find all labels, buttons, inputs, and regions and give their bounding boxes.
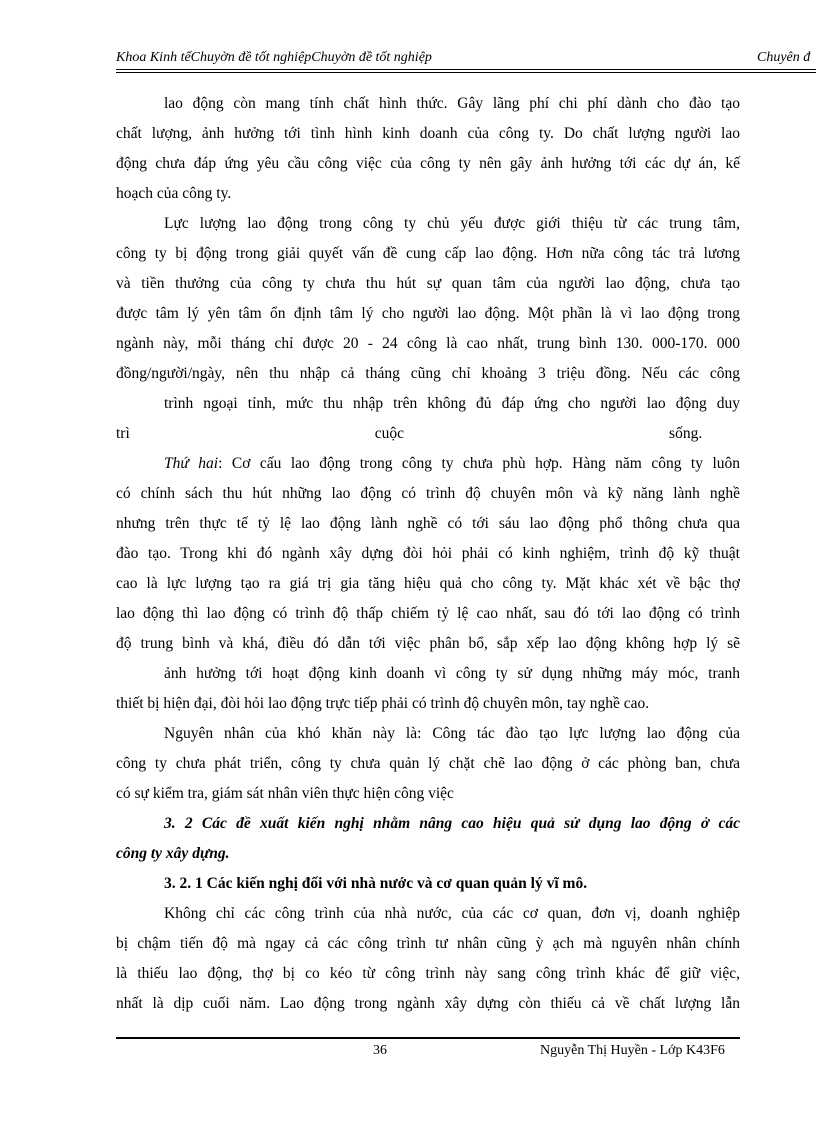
text-line: là thiếu lao động, thợ bị co kéo từ công trình này sang công trình khác để giữ việc, [116,965,740,982]
text-line: lao động còn mang tính chất hình thức. Gây lãng phí chi phí dành cho đào tạo [164,95,740,112]
text-line: được tâm lý yên tâm ổn định tâm lý cho người lao động. Một phần là vì lao động trong [116,305,740,322]
text-line: công ty chưa phát triển, công ty chưa quản lý chặt chẽ lao động ở các phòng ban, chưa [116,755,740,772]
text-line: Lực lượng lao động trong công ty chủ yếu được giới thiệu từ các trung tâm, [164,215,740,232]
text-line: Nguyên nhân của khó khăn này là: Công tác đào tạo lực lượng lao động của [164,725,740,742]
footer-divider [116,1037,740,1039]
text-line: Không chỉ các công trình của nhà nước, của các cơ quan, đơn vị, doanh nghiệp [164,905,740,922]
section-heading: công ty xây dựng. [116,845,230,862]
word-tri: trì [116,425,130,442]
text-line: thiết bị hiện đại, đòi hỏi lao động trực tiếp phải có trình độ chuyên môn, tay nghề cao. [116,695,650,712]
text-line: nhưng trên thực tế tỷ lệ lao động lành nghề có tới sáu lao động phổ thông chưa qua [116,515,740,532]
text-line: có chính sách thu hút những lao động có trình độ chuyên môn và kỹ năng lành nghề [116,485,740,502]
word-cuoc: cuộc [374,425,405,442]
text-line: độ trung bình và khá, điều đó dẫn tới việc phân bổ, sắp xếp lao động không hợp lý sẽ [116,635,740,652]
document-body [116,91,740,1021]
page-number: 36 [373,1043,387,1058]
text-line: nhất là dịp cuối năm. Lao động trong ngành xây dựng còn thiếu cả về chất lượng lẫn [116,995,740,1012]
header-divider [116,69,816,73]
text-line: ngành này, mỗi tháng chỉ được 20 - 24 công là cao nhất, trung bình 130. 000-170. 000 [116,335,740,352]
text-line: đồng/người/ngày, nên thu nhập cả tháng cũng chỉ khoảng 3 triệu đồng. Nếu các công [116,365,740,382]
text-line [116,421,740,451]
text-line: trình ngoại tỉnh, mức thu nhập trên không đủ đáp ứng cho người lao động duy [164,395,740,412]
text-line: lao động thì lao động có trình độ thấp chiếm tỷ lệ cao nhất, sau đó tới lao động có trình [116,605,740,622]
text-line: có sự kiểm tra, giám sát nhân viên thực hiện công việc [116,785,454,802]
text-line: động chưa đáp ứng yêu cầu công việc của công ty nên gây ảnh hưởng tới các dự án, kế [116,155,740,172]
header-title-right: Chuyên đ [757,50,811,65]
word-song: sống. [669,425,703,442]
text-line: cao là lực lượng tạo ra giá trị gia tăng hiệu quả cho công ty. Mặt khác xét về bậc thợ [116,575,740,592]
thu-hai-label: Thứ hai [164,455,219,472]
text-line: bị chậm tiến độ mà ngay cả các công trình tư nhân cũng ỳ ạch mà nguyên nhân chính [116,935,740,952]
text-line-rest: Cơ cấu lao động trong công ty chưa phù hợp. Hàng năm công ty luôn [231,455,741,472]
text-line: đào tạo. Trong khi đó ngành xây dựng đòi hỏi phải có kinh nghiệm, trình độ kỹ thuật [116,545,740,562]
text-line: chất lượng, ảnh hưởng tới tình hình kinh doanh của công ty. Do chất lượng người lao [116,125,740,142]
text-line: và tiền thưởng của công ty chưa thu hút sự quan tâm của người lao động, chưa tạo [116,275,740,292]
subsection-heading: 3. 2. 1 Các kiến nghị đối với nhà nước và cơ quan quản lý vĩ mô. [164,875,588,892]
text-line: công ty bị động trong giải quyết vấn đề cung cấp lao động. Hơn nữa công tác trả lương [116,245,740,262]
text-line: ảnh hưởng tới hoạt động kinh doanh vì công ty sử dụng những máy móc, tranh [164,665,740,682]
header-title: Khoa Kinh tếChuyờn đề tốt nghiệpChuyờn đề tốt nghiệp [116,50,432,65]
footer-author: Nguyễn Thị Huyền - Lớp K43F6 [540,1043,725,1058]
text-line: Thứ hai: Cơ cấu lao động trong công ty chưa phù hợp. Hàng năm công ty luôn [164,455,741,472]
text-line: hoạch của công ty. [116,185,232,202]
section-heading: 3. 2 Các đề xuất kiến nghị nhằm nâng cao hiệu quả sử dụng lao động ở các [164,815,740,832]
